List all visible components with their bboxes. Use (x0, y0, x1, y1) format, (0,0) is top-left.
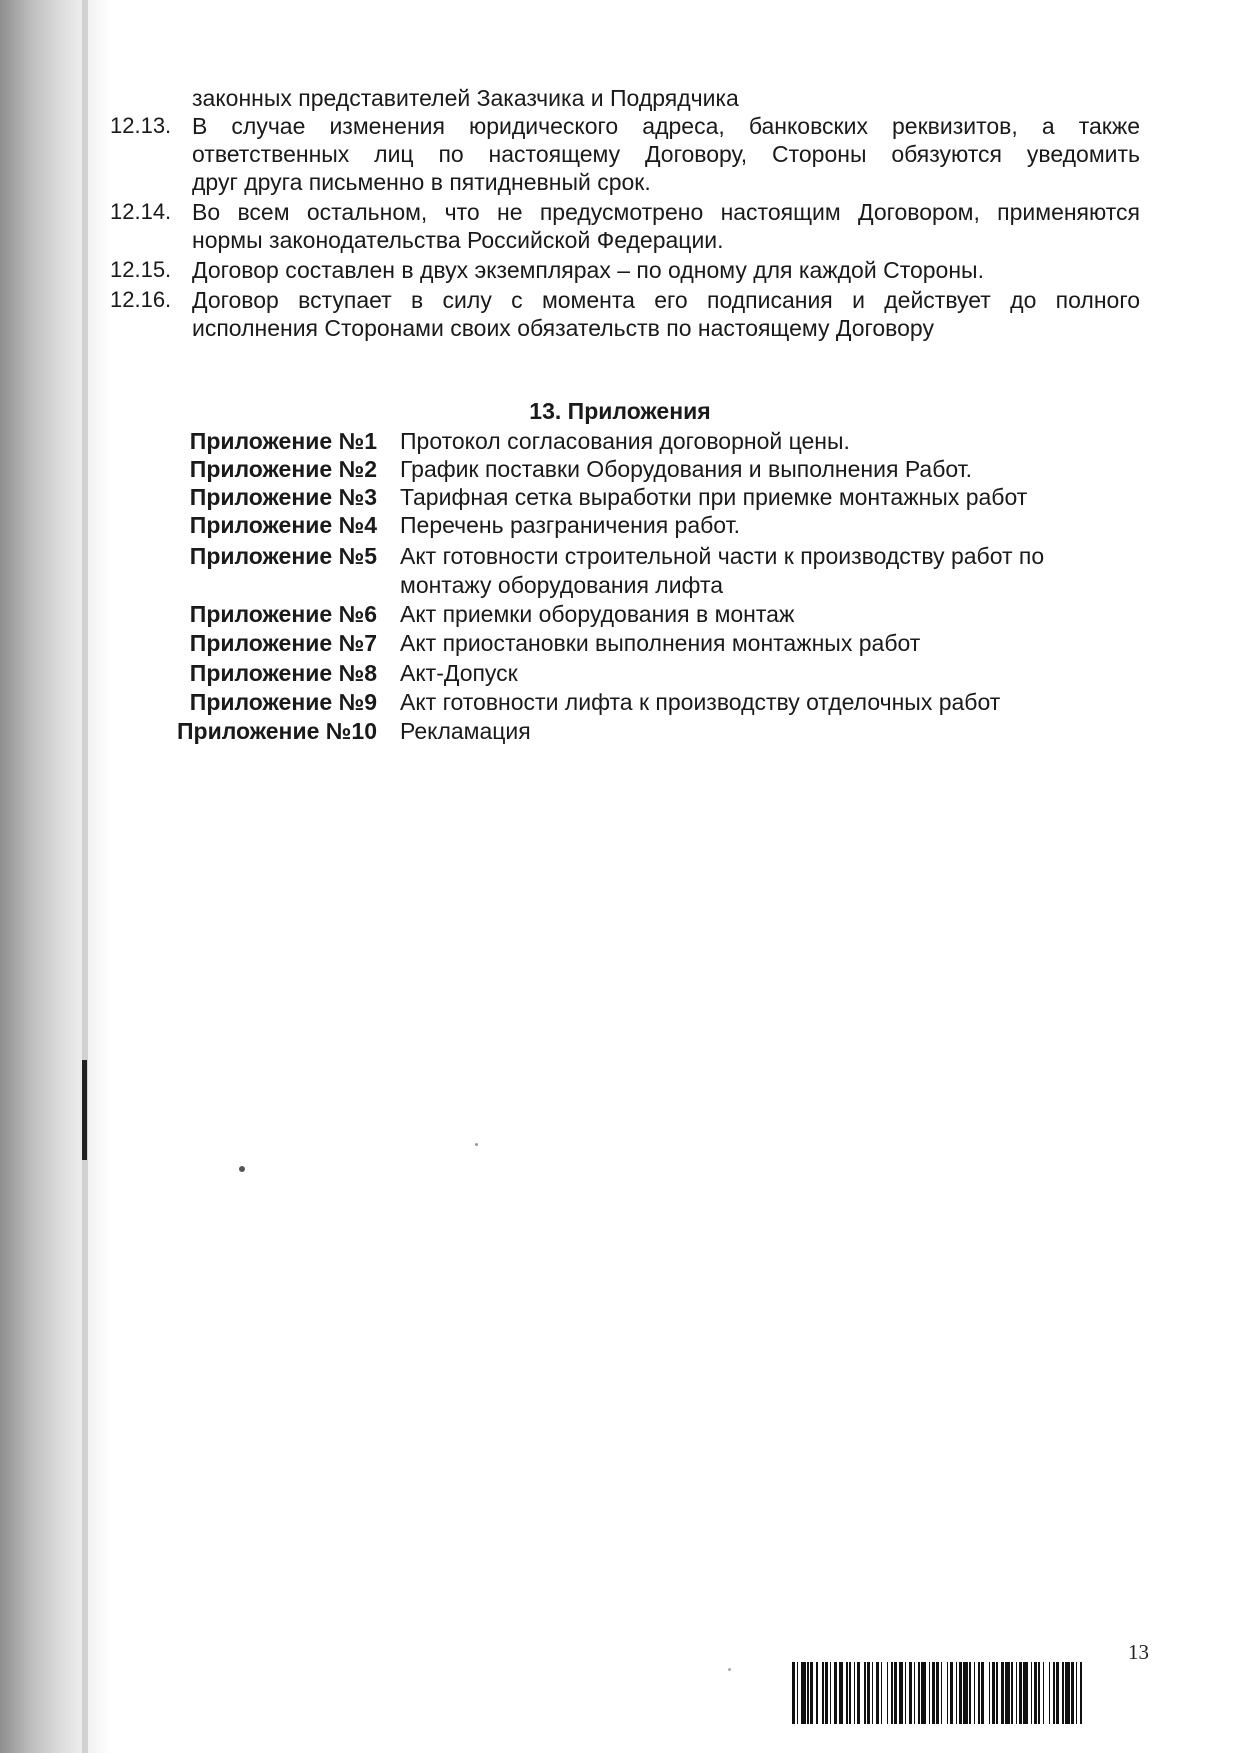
clause-line: законных представителей Заказчика и Подрядчика (192, 85, 739, 111)
clause-number: 12.13. (110, 113, 172, 138)
appendix-text: Рекламация (400, 718, 531, 744)
scan-speck (239, 1166, 245, 1172)
appendix-text-line: Акт готовности строительной части к производству работ по (400, 543, 1045, 569)
appendix-label: Приложение №5 (189, 543, 377, 569)
clause-line: друг друга письменно в пятидневный срок. (192, 169, 651, 195)
clause-line: Договор составлен в двух экземплярах – по одному для каждой Стороны. (192, 257, 984, 283)
clause-line: В случае изменения юридического адреса, банковских реквизитов, а также (192, 113, 1140, 139)
appendix-label: Приложение №6 (189, 601, 377, 627)
appendix-text-line: монтажу оборудования лифта (400, 572, 724, 598)
appendix-text (400, 542, 1140, 600)
clause-line: исполнения Сторонами своих обязательств по настоящему Договору (192, 315, 934, 341)
appendix-label: Приложение №7 (189, 630, 377, 656)
clause-number: 12.15. (110, 257, 172, 282)
clause-line: ответственных лиц по настоящему Договору, Стороны обязуются уведомить (192, 141, 1140, 167)
appendix-text: Протокол согласования договорной цены. (400, 428, 850, 454)
appendix-text: Акт готовности лифта к производству отделочных работ (400, 689, 1001, 715)
barcode (792, 1662, 1197, 1724)
appendix-text: График поставки Оборудования и выполнения Работ. (400, 456, 973, 482)
appendix-text: Перечень разграничения работ. (400, 512, 740, 538)
appendix-text: Акт-Допуск (400, 660, 518, 686)
clause-number: 12.14. (110, 199, 172, 224)
appendices-title: 13. Приложения (529, 398, 711, 424)
appendix-text: Тарифная сетка выработки при приемке монтажных работ (400, 484, 1028, 510)
appendix-label: Приложение №4 (189, 512, 377, 538)
appendix-label: Приложение №1 (189, 428, 377, 454)
appendix-label: Приложение №10 (176, 718, 377, 744)
scan-shadow (0, 0, 110, 1753)
barcode-stripe (1082, 1662, 1084, 1724)
appendix-text: Акт приостановки выполнения монтажных работ (400, 630, 921, 656)
appendix-text: Акт приемки оборудования в монтаж (400, 601, 795, 627)
binder-mark (82, 1060, 87, 1160)
scan-edge (82, 0, 88, 1753)
appendix-label: Приложение №2 (189, 456, 377, 482)
clause-line: Договор вступает в силу с момента его подписания и действует до полного (192, 287, 1140, 313)
appendix-label: Приложение №8 (189, 660, 377, 686)
appendix-label: Приложение №9 (189, 689, 377, 715)
scan-speck (728, 1668, 731, 1671)
clause-line: Во всем остальном, что не предусмотрено настоящим Договором, применяются (192, 199, 1140, 225)
clause-number: 12.16. (110, 287, 172, 312)
appendix-label: Приложение №3 (189, 484, 377, 510)
scan-speck (475, 1143, 478, 1146)
clause-line: нормы законодательства Российской Федерации. (192, 227, 724, 253)
page-number: 13 (1128, 1640, 1149, 1664)
